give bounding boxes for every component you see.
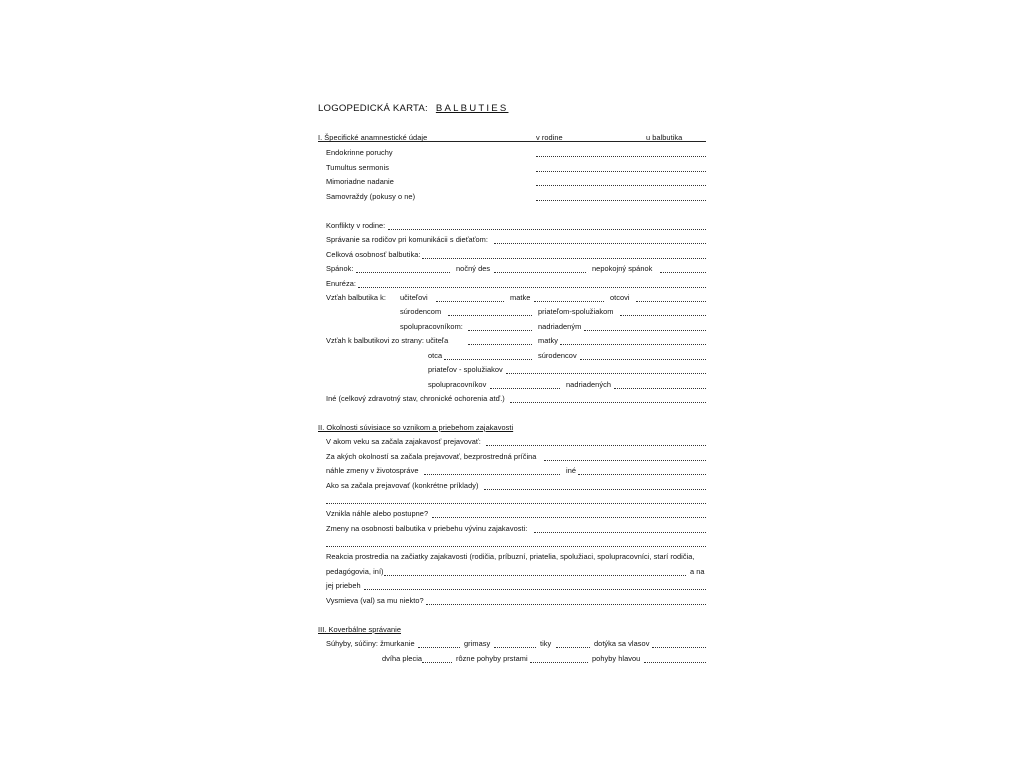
field-vysmieva[interactable] <box>426 604 706 605</box>
label-dviha-plecia: dvíha plecia <box>382 654 423 663</box>
field-surodencov[interactable] <box>580 359 706 360</box>
field-reakcia[interactable] <box>384 575 686 576</box>
field-ucitelovi[interactable] <box>436 301 504 302</box>
label-spravanie: Správanie sa rodičov pri komunikácii s dieťaťom: <box>326 235 488 244</box>
label-spolupracovnikom: spolupracovníkom: <box>400 322 463 331</box>
row-samovrazdy: Samovraždy (pokusy o ne) <box>326 192 416 201</box>
label-vysmieva: Vysmieva (val) sa mu niekto? <box>326 596 424 605</box>
label-priatelom: priateľom-spolužiakom <box>538 307 614 316</box>
field-endokrinne[interactable] <box>536 156 706 157</box>
field-osobnost[interactable] <box>422 258 706 259</box>
section3-heading: III. Koverbálne správanie <box>318 625 402 634</box>
label-vztah-ku: Vzťah k balbutikovi zo strany: učiteľa <box>326 336 449 345</box>
label-matky: matky <box>538 336 558 345</box>
field-surodencom[interactable] <box>448 315 532 316</box>
label-vztah-k: Vzťah balbutika k: <box>326 293 386 302</box>
field-nadriadenym[interactable] <box>584 330 706 331</box>
field-okolnosti[interactable] <box>544 460 706 461</box>
section1-heading: I. Špecifické anamnestické údaje <box>318 133 428 142</box>
section2-heading: II. Okolnosti súvisiace so vznikom a priebehom zajakavosti <box>318 423 514 432</box>
field-jej-priebeh[interactable] <box>364 589 706 590</box>
label-nadriadenym: nadriadeným <box>538 322 582 331</box>
col-v-rodine: v rodine <box>536 133 563 142</box>
label-a-na: a na <box>690 567 705 576</box>
field-konflikty[interactable] <box>388 229 706 230</box>
field-nepokojny[interactable] <box>660 272 706 273</box>
field-rozne-pohyby[interactable] <box>530 662 588 663</box>
field-ine[interactable] <box>578 474 706 475</box>
label-rozne-pohyby: rôzne pohyby prstami <box>456 654 528 663</box>
label-spolupracovnikov: spolupracovníkov <box>428 380 487 389</box>
label-osobnost: Celková osobnosť balbutika: <box>326 250 421 259</box>
field-ine-stav[interactable] <box>510 402 706 403</box>
row-endokrinne: Endokrinne poruchy <box>326 148 393 157</box>
row-nadanie: Mimoriadne nadanie <box>326 177 394 186</box>
field-samovrazdy[interactable] <box>536 200 706 201</box>
field-matke[interactable] <box>534 301 604 302</box>
label-ucitelovi: učiteľovi <box>400 293 428 302</box>
label-tiky: tiky <box>540 639 552 648</box>
field-otcovi[interactable] <box>636 301 706 302</box>
field-grimasy[interactable] <box>494 647 536 648</box>
label-ako: Ako sa začala prejavovať (konkrétne príklady) <box>326 481 479 490</box>
label-spanok: Spánok: <box>326 264 354 273</box>
field-enureza[interactable] <box>358 287 706 288</box>
label-grimasy: grimasy <box>464 639 491 648</box>
field-vznikla[interactable] <box>432 517 706 518</box>
label-otca: otca <box>428 351 443 360</box>
field-ucitela[interactable] <box>468 344 532 345</box>
field-otca[interactable] <box>444 359 532 360</box>
field-pohyby-hlavou[interactable] <box>644 662 706 663</box>
field-spolupracovnikom[interactable] <box>468 330 532 331</box>
label-pedagogovia: pedagógovia, iní) <box>326 567 384 576</box>
label-nocny-des: nočný des <box>456 264 491 273</box>
label-enureza: Enuréza: <box>326 279 356 288</box>
label-jej-priebeh: jej priebeh <box>326 581 361 590</box>
label-reakcia: Reakcia prostredia na začiatky zajakavosti (rodičia, príbuzní, priatelia, spolužiaci, spolupracovníci, starí rodičia, <box>326 552 695 561</box>
field-vek[interactable] <box>486 445 706 446</box>
field-priatelom[interactable] <box>620 315 706 316</box>
field-spolupracovnikov[interactable] <box>490 388 560 389</box>
row-tumultus: Tumultus sermonis <box>326 163 390 172</box>
label-surodencom: súrodencom <box>400 307 442 316</box>
field-tumultus[interactable] <box>536 171 706 172</box>
label-zmeny: Zmeny na osobnosti balbutika v priebehu vývinu zajakavosti: <box>326 524 528 533</box>
label-nepokojny: nepokojný spánok <box>592 264 653 273</box>
label-otcovi: otcovi <box>610 293 630 302</box>
field-zmeny-line2[interactable] <box>326 546 706 547</box>
field-tiky[interactable] <box>556 647 590 648</box>
col-u-balbutika: u balbutika <box>646 133 683 142</box>
field-spravanie[interactable] <box>494 243 706 244</box>
field-priatelov[interactable] <box>506 373 706 374</box>
field-spanok[interactable] <box>356 272 450 273</box>
field-ako-line2[interactable] <box>326 503 706 504</box>
field-ako[interactable] <box>484 489 706 490</box>
label-surodencov: súrodencov <box>538 351 577 360</box>
field-dviha-plecia[interactable] <box>422 662 452 663</box>
label-pohyby-hlavou: pohyby hlavou <box>592 654 641 663</box>
field-zmeny[interactable] <box>534 532 706 533</box>
label-vznikla: Vznikla náhle alebo postupne? <box>326 509 429 518</box>
label-vek: V akom veku sa začala zajakavosť prejavovať: <box>326 437 481 446</box>
label-priatelov: priateľov - spolužiakov <box>428 365 503 374</box>
field-dotyka[interactable] <box>652 647 706 648</box>
field-nocny-des[interactable] <box>494 272 586 273</box>
form-title <box>318 103 508 114</box>
label-dotyka: dotýka sa vlasov <box>594 639 650 648</box>
field-nahle-zmeny[interactable] <box>424 474 560 475</box>
label-nahle-zmeny: náhle zmeny v životospráve <box>326 466 419 475</box>
label-matke: matke <box>510 293 531 302</box>
label-ine: iné <box>566 466 577 475</box>
label-nadriadenych: nadriadených <box>566 380 611 389</box>
field-zmurkanie[interactable] <box>418 647 460 648</box>
field-nadriadenych[interactable] <box>614 388 706 389</box>
label-ine-stav: Iné (celkový zdravotný stav, chronické ochorenia atď.) <box>326 394 505 403</box>
label-okolnosti: Za akých okolností sa začala prejavovať, bezprostredná príčina <box>326 452 537 461</box>
label-konflikty: Konflikty v rodine: <box>326 221 386 230</box>
field-matky[interactable] <box>560 344 706 345</box>
title-main: LOGOPEDICKÁ KARTA: <box>318 103 428 114</box>
label-suhyby: Súhyby, súčiny: žmurkanie <box>326 639 415 648</box>
title-sub: BALBUTIES <box>435 103 509 114</box>
field-nadanie[interactable] <box>536 185 706 186</box>
